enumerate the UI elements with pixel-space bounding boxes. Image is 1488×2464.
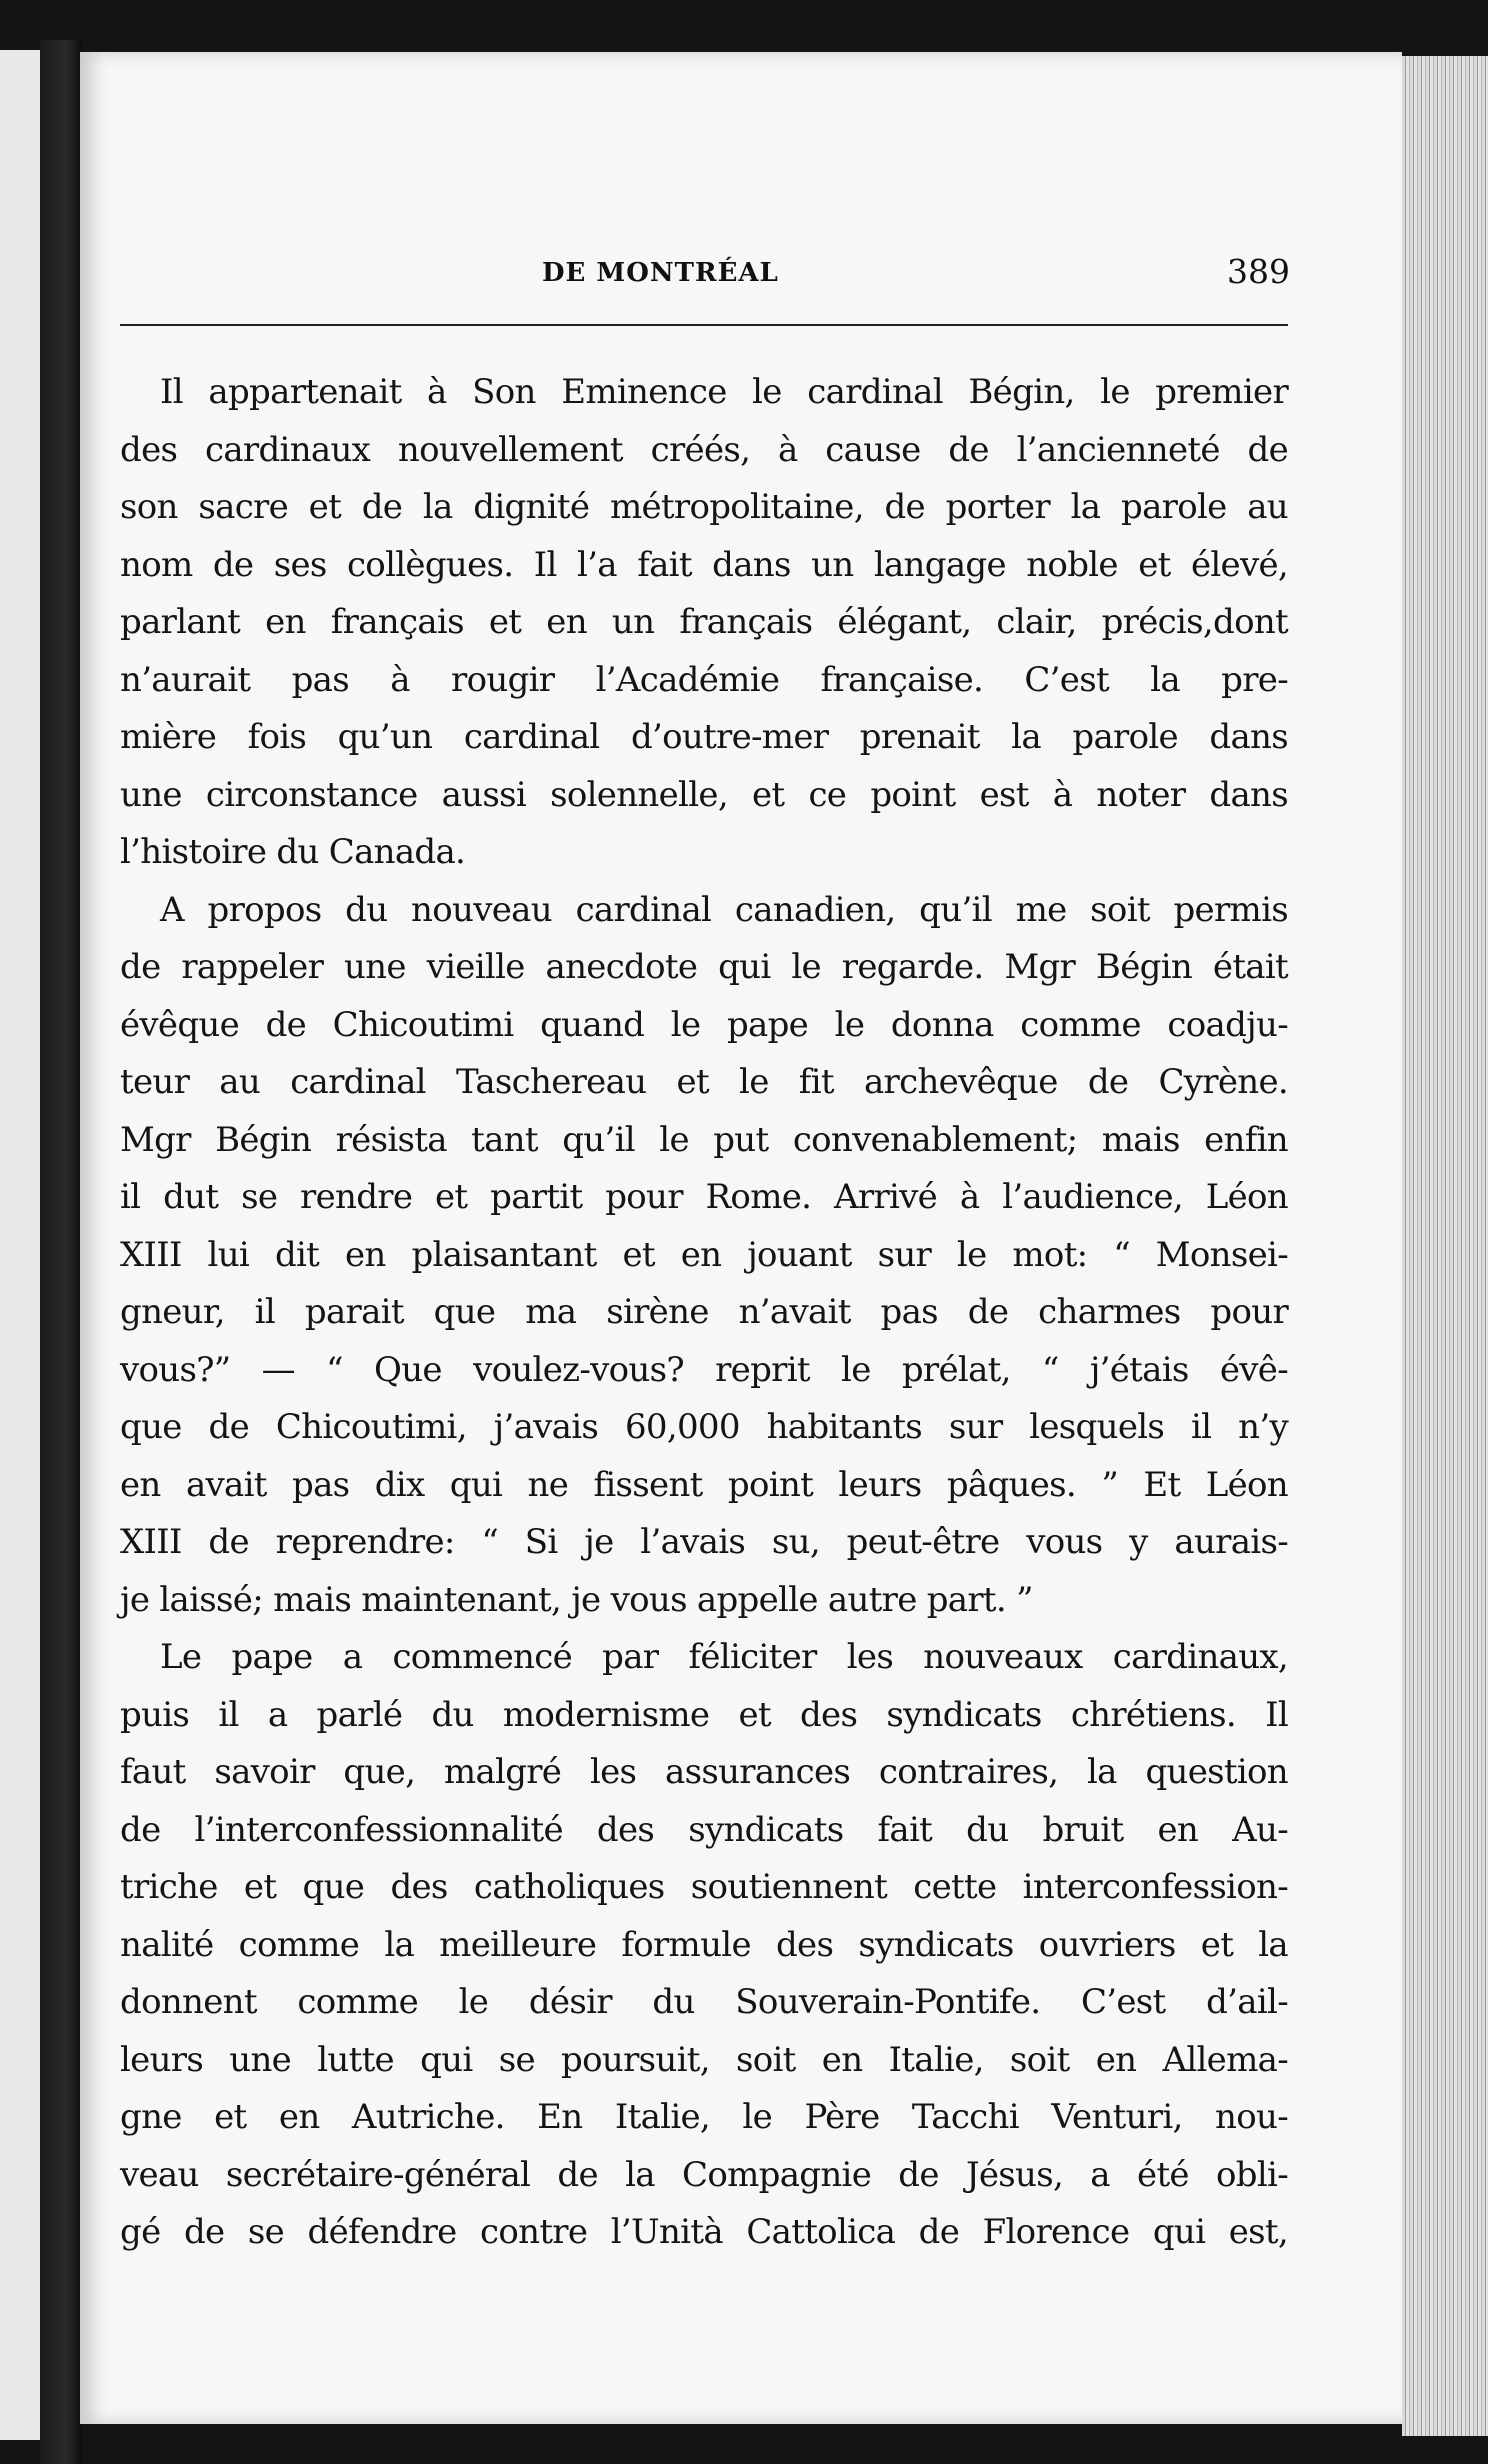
text-line: en avait pas dix qui ne fissent point leurs pâques. ” Et Léon — [120, 1464, 1288, 1505]
page-block-edges — [1402, 56, 1488, 2436]
text-line: il dut se rendre et partit pour Rome. Arrivé à l’audience, Léon — [120, 1177, 1288, 1217]
text-line: de l’interconfessionnalité des syndicats fait du bruit en Au- — [120, 1809, 1288, 1850]
text-line: teur au cardinal Taschereau et le fit archevêque de Cyrène. — [120, 1062, 1288, 1102]
text-line: de rappeler une vieille anecdote qui le regarde. Mgr Bégin était — [120, 947, 1288, 987]
text-line: XIII de reprendre: “ Si je l’avais su, peut-être vous y aurais- — [120, 1522, 1288, 1562]
text-line: vous?” — “ Que voulez-vous? reprit le prélat, “ j’étais évê- — [120, 1349, 1288, 1390]
text-line: Il appartenait à Son Eminence le cardinal Bégin, le premier — [160, 372, 1288, 412]
text-line: gé de se défendre contre l’Unità Cattolica de Florence qui est, — [120, 2212, 1288, 2252]
text-line: Le pape a commencé par féliciter les nouveaux cardinaux, — [160, 1637, 1288, 1677]
text-line: Mgr Bégin résista tant qu’il le put convenablement; mais enfin — [120, 1119, 1288, 1160]
text-line: nom de ses collègues. Il l’a fait dans un langage noble et élevé, — [120, 544, 1288, 585]
text-line: parlant en français et en un français élégant, clair, précis,dont — [120, 602, 1288, 642]
text-line: n’aurait pas à rougir l’Académie française. C’est la pre- — [120, 659, 1288, 700]
text-line: XIII lui dit en plaisantant et en jouant sur le mot: “ Monsei- — [120, 1234, 1288, 1275]
header-rule — [120, 324, 1288, 326]
text-line: triche et que des catholiques soutiennent cette interconfession- — [120, 1867, 1288, 1907]
binding-gutter — [40, 40, 82, 2464]
page-number: 389 — [1227, 252, 1290, 291]
text-line: leurs une lutte qui se poursuit, soit en Italie, soit en Allema- — [120, 2039, 1288, 2080]
text-line: nalité comme la meilleure formule des syndicats ouvriers et la — [120, 1924, 1288, 1965]
text-line: l’histoire du Canada. — [120, 832, 466, 872]
running-head — [80, 252, 1402, 298]
text-line: mière fois qu’un cardinal d’outre-mer prenait la parole dans — [120, 717, 1288, 757]
text-line: gneur, il parait que ma sirène n’avait pas de charmes pour — [120, 1292, 1288, 1332]
book-page — [80, 52, 1402, 2424]
left-page-edge — [0, 50, 40, 2440]
text-line: je laissé; mais maintenant, je vous appelle autre part. ” — [120, 1579, 1033, 1620]
text-line: faut savoir que, malgré les assurances contraires, la question — [120, 1752, 1288, 1792]
text-line: donnent comme le désir du Souverain-Pontife. C’est d’ail- — [120, 1982, 1288, 2022]
text-line: une circonstance aussi solennelle, et ce point est à noter dans — [120, 774, 1288, 815]
text-line: veau secrétaire-général de la Compagnie de Jésus, a été obli- — [120, 2154, 1288, 2195]
body-text — [120, 364, 1288, 2262]
text-line: son sacre et de la dignité métropolitaine, de porter la parole au — [120, 487, 1288, 527]
text-line: évêque de Chicoutimi quand le pape le donna comme coadju- — [120, 1004, 1288, 1045]
text-line: des cardinaux nouvellement créés, à cause de l’ancienneté de — [120, 429, 1288, 470]
text-line: puis il a parlé du modernisme et des syndicats chrétiens. Il — [120, 1694, 1288, 1735]
text-line: A propos du nouveau cardinal canadien, qu’il me soit permis — [160, 889, 1288, 930]
text-line: gne et en Autriche. En Italie, le Père Tacchi Venturi, nou- — [120, 2097, 1288, 2137]
running-title: DE MONTRÉAL — [542, 258, 779, 288]
text-line: que de Chicoutimi, j’avais 60,000 habitants sur lesquels il n’y — [120, 1407, 1288, 1447]
